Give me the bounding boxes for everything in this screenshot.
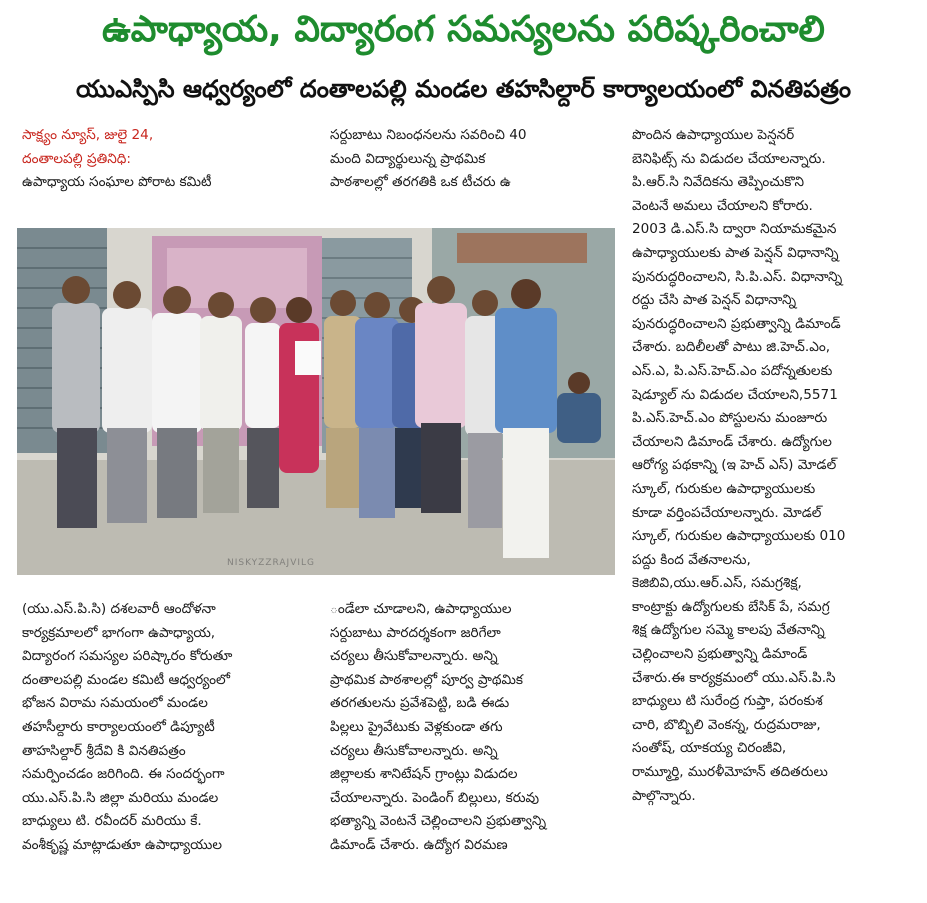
text-line: శిక్ష ఉద్యోగుల సమ్మె కాలపు వేతనాన్ని [632,622,825,639]
text-line: భత్యాన్ని వెంటనే చెల్లించాలని ప్రభుత్వాన్ని [330,813,547,830]
text-line: పాల్గొన్నారు. [632,787,696,804]
text-line: డిమాండ్ చేశారు. ఉద్యోగ విరమణ [330,836,508,853]
text-line: పొందిన ఉపాధ్యాయుల పెన్షనర్ [632,127,795,143]
text-line: బెనిఫిట్స్ ను విడుదల చేయాలన్నారు. [632,150,826,167]
text-line: కాంట్రాక్టు ఉద్యోగులకు బేసిక్ పే, సమగ్ర [632,598,830,615]
text-line: చెల్లించాలని ప్రభుత్వాన్ని డిమాండ్ [632,646,808,663]
text-line: పునరుద్ధరించాలని ప్రభుత్వాన్ని డిమాండ్ [632,315,841,332]
text-line: పునరుద్ధరించాలని, సి.పి.ఎస్. విధానాన్ని [632,268,843,285]
text-line: పాఠశాలల్లో తరగతికి ఒక టీచరు ఉ [330,174,511,191]
text-line: స్కూల్, గురుకుల ఉపాధ్యాయులకు [632,480,816,497]
text-line: సంతోష్, యాకయ్య చిరంజీవి, [632,740,787,757]
text-line: యు.ఎస్.పి.సి జిల్లా మరియు మండల [22,789,219,806]
text-line: తరగతులను ప్రవేశపెట్టి, బడి ఈడు [330,695,510,712]
text-line: చేశారు.ఈ కార్యక్రమంలో యు.ఎస్.పి.సి [632,669,836,686]
text-line: రద్దు చేసి పాత పెన్షన్ విధానాన్ని [632,292,797,309]
text-line: స్కూల్, గురుకుల ఉపాధ్యాయులకు 010 [632,528,846,545]
text-line: షెడ్యూల్ ను విడుదల చేయాలని,5571 [632,386,838,403]
text-line: పి.ఆర్.సి నివేదికను తెప్పించుకొని [632,174,805,191]
photo-watermark: NISKYZZRAJVILG [227,558,316,568]
text-line: తహసీల్దారు కార్యాలయంలో డిప్యూటీ [22,718,215,735]
photo-illustration [17,228,615,575]
text-line: చారి, బొబ్బిలి వెంకన్న, రుద్రమరాజు, [632,716,821,733]
text-line: ప్రాథమిక పాఠశాలల్లో పూర్వ ప్రాథమిక [330,671,523,688]
text-line: విద్యారంగ సమస్యల పరిష్కారం కోరుతూ [22,648,233,665]
text-line: సమర్పించడం జరిగింది. ఈ సందర్భంగా [22,766,225,783]
text-line: వెంటనే అమలు చేయాలని కోరారు. [632,197,813,214]
text-line: కెజిబివి,యు.ఆర్.ఎస్, సమగ్రశిక్ష, [632,575,802,592]
text-line: ఉపాధ్యాయులకు పాత పెన్షన్ విధానాన్ని [632,244,839,261]
text-line: పద్దు కింద వేతనాలను, [632,551,751,568]
text-line: సర్దుబాటు నిబంధనలను సవరించి 40 [330,127,527,143]
column-1-bottom [22,598,322,858]
column-2-top [330,124,620,195]
news-photo [17,228,615,575]
dateline-line2: దంతాలపల్లి ప్రతినిధి: [22,150,131,167]
text-line: బాధ్యులు టి. రవీందర్ మరియు కే. [22,813,202,830]
text-line: చేశారు. బదిలీలతో పాటు జి.హెచ్.ఎం, [632,339,831,356]
text-line: ండేలా చూడాలని, ఉపాధ్యాయుల [330,601,512,617]
text-line: పి.ఎస్.హెచ్.ఎం పోస్టులను మంజూరు [632,410,828,427]
text-line: మంది విద్యార్థులున్న ప్రాథమిక [330,150,486,167]
headline: ఉపాధ్యాయ, విద్యారంగ సమస్యలను పరిష్కరించాలి [102,9,825,50]
text-line: రామ్మూర్తి, మురళీమోహన్ తదితరులు [632,764,828,781]
text-line: జిల్లాలకు శానిటేషన్ గ్రాంట్లు విడుదల [330,766,518,783]
column-1-top [22,124,312,195]
text-line: (యు.ఎస్.పి.సి) దశలవారీ ఆందోళనా [22,601,216,617]
subheadline: యుఎస్పిసి ఆధ్వర్యంలో దంతాలపల్లి మండల తహసిల్దార్ కార్యాలయంలో వినతిపత్రం [75,75,852,103]
text-line: తాహసిల్దార్ శ్రీదేవి కి వినతిపత్రం [22,742,186,759]
column-1-top-line: ఉపాధ్యాయ సంఘాల పోరాట కమిటీ [22,174,212,191]
text-line: పిల్లలు ప్రైవేటుకు వెళ్లకుండా తగు [330,718,503,735]
text-line: కార్యక్రమాలలో భాగంగా ఉపాధ్యాయ, [22,624,216,641]
column-3 [632,124,922,808]
text-line: భోజన విరామ సమయంలో మండల [22,695,208,712]
column-2-bottom [330,598,625,858]
text-line: చేయాలన్నారు. పెండింగ్ బిల్లులు, కరువు [330,789,540,806]
text-line: ఎస్.ఎ, పి.ఎస్.హెచ్.ఎం పదోన్నతులకు [632,362,833,379]
text-line: చర్యలు తీసుకోవాలన్నారు. అన్ని [330,648,498,665]
text-line: చర్యలు తీసుకోవాలన్నారు. అన్ని [330,742,498,759]
dateline-line1: సాక్ష్యం న్యూస్, జులై 24, [22,127,154,143]
text-line: కూడా వర్తింపచేయాలన్నారు. మోడల్ [632,504,822,521]
text-line: దంతాలపల్లి మండల కమిటీ ఆధ్వర్యంలో [22,671,230,688]
text-line: ఆరోగ్య పథకాన్ని (ఇ హెచ్ ఎస్) మోడల్ [632,457,837,474]
text-line: 2003 డి.ఎస్.సి ద్వారా నియామకమైన [632,221,837,238]
text-line: బాధ్యులు టి సురేంద్ర గుప్తా, పరంకుశ [632,693,823,710]
text-line: వంశీకృష్ణ మాట్లాడుతూ ఉపాధ్యాయుల [22,836,222,853]
text-line: సర్దుబాటు పారదర్శకంగా జరిగేలా [330,624,501,641]
text-line: చేయాలని డిమాండ్ చేశారు. ఉద్యోగుల [632,433,832,450]
